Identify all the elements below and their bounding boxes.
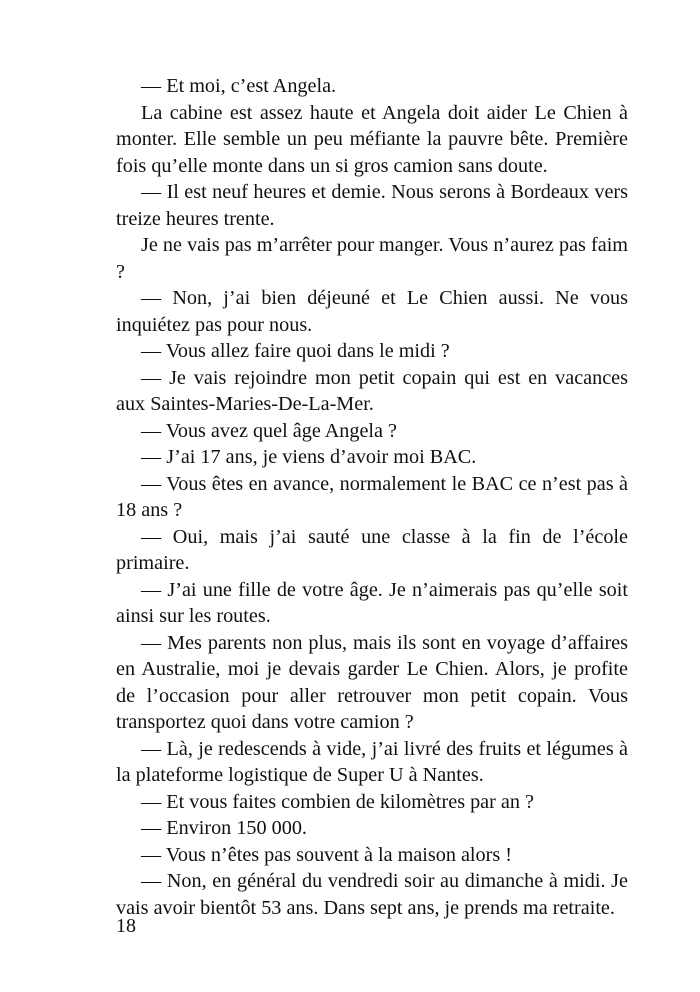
paragraph: La cabine est assez haute et Angela doit aider Le Chien à monter. Elle semble un peu méfiante la pauvre bête. Première fois qu’elle monte dans un si gros camion sans doute. [116, 101, 628, 177]
paragraph: — Non, j’ai bien déjeuné et Le Chien aussi. Ne vous inquiétez pas pour nous. [116, 287, 628, 336]
paragraph: — Vous êtes en avance, normalement le BAC ce n’est pas à 18 ans ? [116, 472, 628, 521]
paragraph: — Je vais rejoindre mon petit copain qui est en vacances aux Saintes-Maries-De-La-Mer. [116, 366, 628, 415]
page-body [116, 73, 628, 921]
paragraph: — Là, je redescends à vide, j’ai livré des fruits et légumes à la plateforme logistique de Super U à Nantes. [116, 737, 628, 786]
paragraph: — Vous avez quel âge Angela ? [141, 419, 398, 442]
paragraph: — J’ai 17 ans, je viens d’avoir moi BAC. [141, 446, 477, 468]
paragraph: — Oui, mais j’ai sauté une classe à la fin de l’école primaire. [116, 525, 628, 574]
paragraph: — Environ 150 000. [141, 817, 307, 839]
paragraph: — Et vous faites combien de kilomètres par an ? [141, 790, 534, 813]
paragraph: — Non, en général du vendredi soir au dimanche à midi. Je vais avoir bientôt 53 ans. Dans sept ans, je prends ma retraite. [116, 870, 628, 919]
paragraph: — J’ai une fille de votre âge. Je n’aimerais pas qu’elle soit ainsi sur les routes. [116, 578, 628, 627]
paragraph: — Mes parents non plus, mais ils sont en voyage d’affaires en Australie, moi je devais garder Le Chien. Alors, je profite de l’occasion pour aller retrouver mon petit copain. Vous transportez quoi dans votre camion ? [116, 631, 628, 733]
paragraph: — Et moi, c’est Angela. [141, 75, 337, 97]
paragraph: — Vous n’êtes pas souvent à la maison alors ! [141, 843, 512, 866]
paragraph: Je ne vais pas m’arrêter pour manger. Vous n’aurez pas faim ? [116, 234, 628, 283]
paragraph: — Il est neuf heures et demie. Nous serons à Bordeaux vers treize heures trente. [116, 181, 628, 230]
page-number: 18 [116, 915, 136, 937]
paragraph: — Vous allez faire quoi dans le midi ? [141, 340, 450, 362]
